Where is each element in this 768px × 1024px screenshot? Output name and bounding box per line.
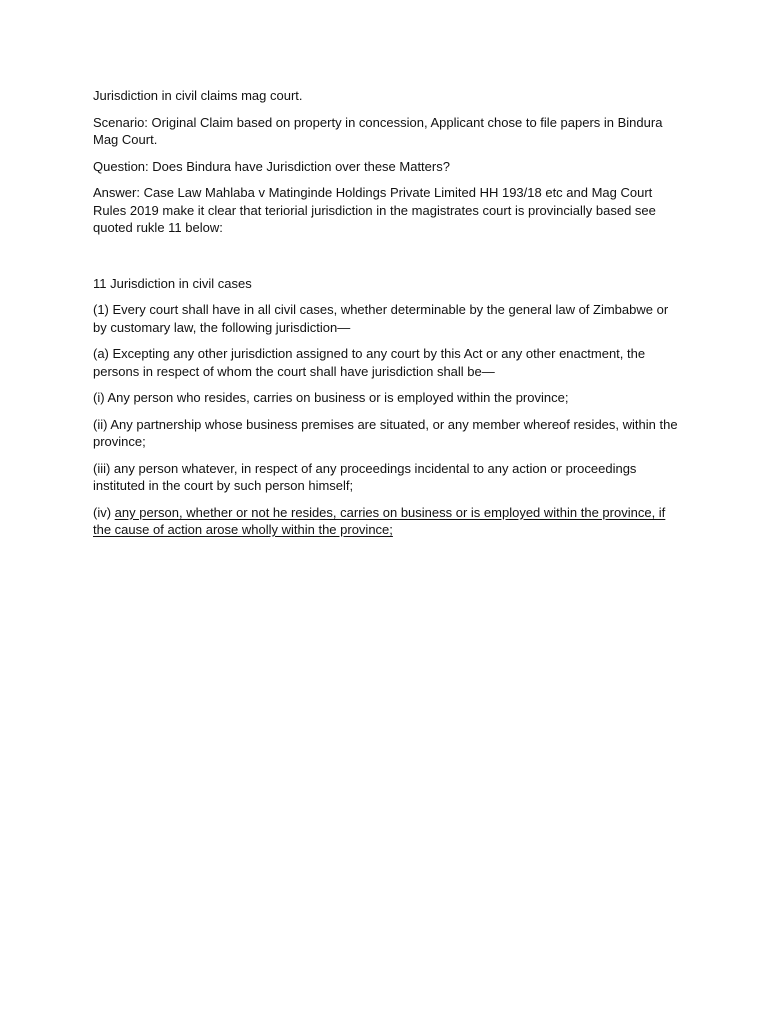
answer-paragraph: Answer: Case Law Mahlaba v Matinginde Holdings Private Limited HH 193/18 etc and Mag Court Rules 2019 make it clear that teriorial jurisdiction in the magistrates court is provincially based see quoted rukle 11 below: — [93, 185, 656, 235]
rule-item-iv-prefix: (iv) — [93, 504, 115, 520]
document-title-line: Jurisdiction in civil claims mag court. — [93, 88, 303, 103]
rule-item-iv — [93, 504, 678, 539]
rule-paragraph-a: (a) Excepting any other jurisdiction assigned to any court by this Act or any other enactment, the persons in respect of whom the court shall have jurisdiction shall be— — [93, 346, 646, 379]
rule-subsection-1: (1) Every court shall have in all civil cases, whether determinable by the general law of Zimbabwe or by customary law, the following jurisdiction— — [93, 302, 669, 335]
scenario-paragraph: Scenario: Original Claim based on property in concession, Applicant chose to file papers in Bindura Mag Court. — [93, 114, 663, 147]
rule-item-iii: (iii) any person whatever, in respect of any proceedings incidental to any action or proceedings instituted in the court by such person himself; — [93, 460, 637, 493]
rule-item-i: (i) Any person who resides, carries on business or is employed within the province; — [93, 390, 569, 405]
question-paragraph: Question: Does Bindura have Jurisdiction over these Matters? — [93, 158, 450, 174]
document-body — [93, 87, 678, 548]
rule-heading: 11 Jurisdiction in civil cases — [93, 275, 252, 291]
rule-item-iv-underlined-text: any person, whether or not he resides, carries on business or is employed within the province, if the cause of action arose wholly within the province; — [93, 504, 666, 537]
blank-spacer — [93, 246, 678, 275]
rule-item-ii: (ii) Any partnership whose business premises are situated, or any member whereof resides, within the province; — [93, 416, 678, 449]
